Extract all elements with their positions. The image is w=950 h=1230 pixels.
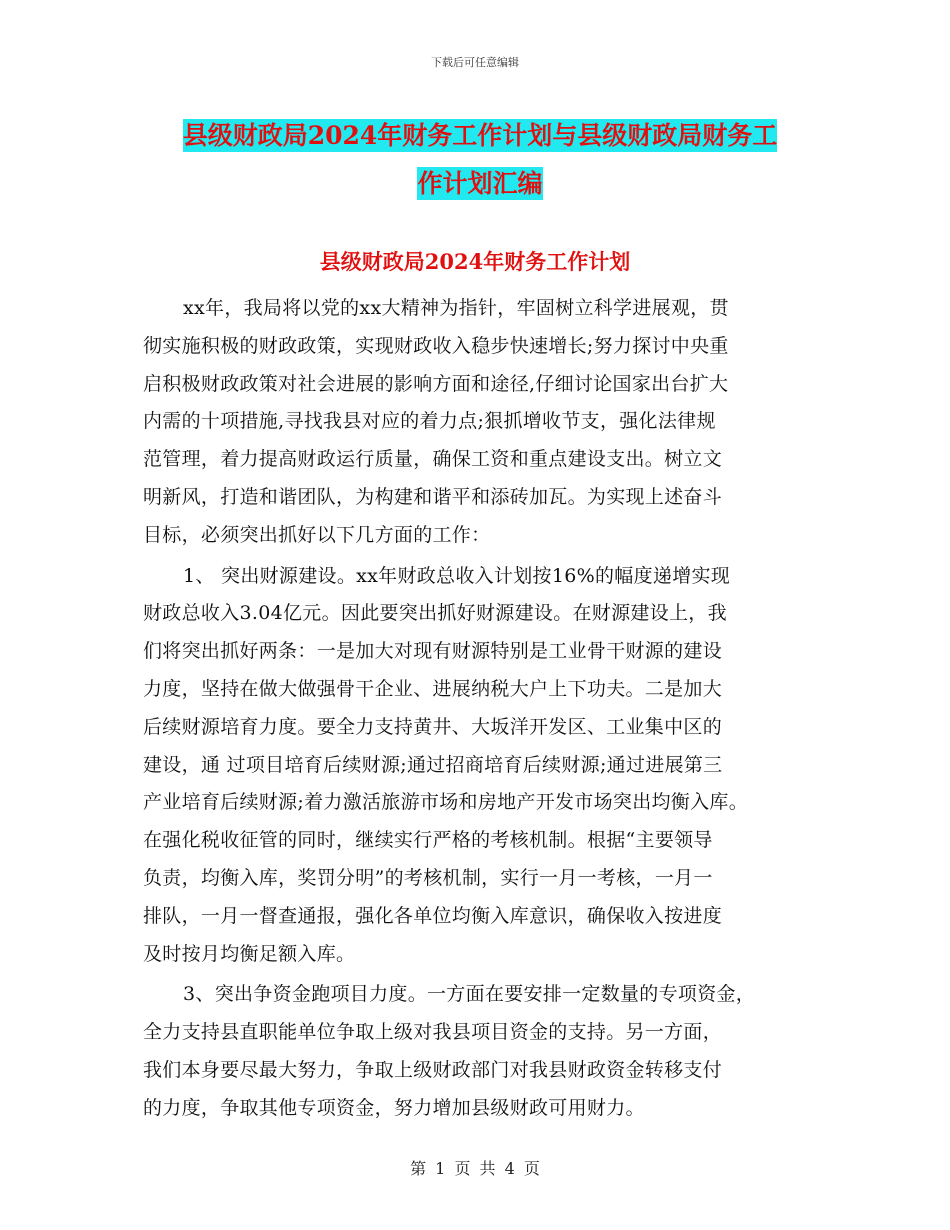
document-title-line-1: 县级财政局2024年财务工作计划与县级财政局财务工 (182, 121, 778, 150)
paragraph-intro (143, 290, 818, 555)
header-note: 下载后可任意编辑 (431, 56, 519, 69)
paragraph-line: 力度，坚持在做大做强骨干企业、进展纳税大户上下功夫。二是加大 (143, 677, 723, 700)
paragraph-line: 建设，通 过项目培育后续财源;通过招商培育后续财源;通过进展第三 (143, 753, 723, 776)
paragraph-item-3 (143, 976, 818, 1127)
body-text (143, 290, 818, 1128)
paragraph-line: 产业培育后续财源;着力激活旅游市场和房地产开发市场突出均衡入库。 (143, 791, 749, 814)
page-number-footer: 第 1 页 共 4 页 (410, 1159, 540, 1178)
section-title: 县级财政局2024年财务工作计划 (319, 249, 631, 274)
document-title (140, 112, 820, 208)
paragraph-line: 及时按月均衡足额入库。 (143, 942, 356, 965)
document-title-line-2: 作计划汇编 (417, 169, 543, 198)
paragraph-line: 明新风，打造和谐团队，为构建和谐平和添砖加瓦。为实现上述奋斗 (143, 485, 723, 508)
paragraph-line: 3、突出争资金跑项目力度。一方面在要安排一定数量的专项资金， (183, 983, 756, 1006)
paragraph-line: 们将突出抓好两条：一是加大对现有财源特别是工业骨干财源的建设 (143, 640, 723, 663)
paragraph-line: 后续财源培育力度。要全力支持黄井、大坂洋开发区、工业集中区的 (143, 715, 723, 738)
paragraph-line: xx年，我局将以党的xx大精神为指针，牢固树立科学进展观，贯 (183, 297, 729, 319)
paragraph-line: 我们本身要尽最大努力，争取上级财政部门对我县财政资金转移支付 (143, 1058, 723, 1081)
paragraph-line: 在强化税收征管的同时，继续实行严格的考核机制。根据“主要领导 (143, 829, 713, 852)
paragraph-line: 内需的十项措施,寻找我县对应的着力点;狠抓增收节支，强化法律规 (143, 410, 716, 433)
paragraph-line: 启积极财政政策对社会进展的影响方面和途径,仔细讨论国家出台扩大 (143, 372, 729, 395)
paragraph-line: 范管理，着力提高财政运行质量，确保工资和重点建设支出。树立文 (143, 448, 723, 471)
paragraph-line: 全力支持县直职能单位争取上级对我县项目资金的支持。另一方面， (143, 1021, 723, 1044)
paragraph-line: 负责，均衡入库，奖罚分明”的考核机制，实行一月一考核，一月一 (143, 866, 713, 889)
paragraph-line: 的力度，争取其他专项资金，努力增加县级财政可用财力。 (143, 1096, 645, 1119)
paragraph-item-1 (143, 558, 818, 974)
paragraph-line: 财政总收入3.04亿元。因此要突出抓好财源建设。在财源建设上，我 (143, 602, 727, 625)
paragraph-line: 目标，必须突出抓好以下几方面的工作： (143, 523, 491, 546)
paragraph-line: 排队，一月一督查通报，强化各单位均衡入库意识，确保收入按进度 (143, 904, 723, 927)
paragraph-line: 彻实施积极的财政政策，实现财政收入稳步快速增长;努力探讨中央重 (143, 334, 729, 357)
paragraph-line: 1、 突出财源建设。xx年财政总收入计划按16%的幅度递增实现 (183, 564, 731, 587)
